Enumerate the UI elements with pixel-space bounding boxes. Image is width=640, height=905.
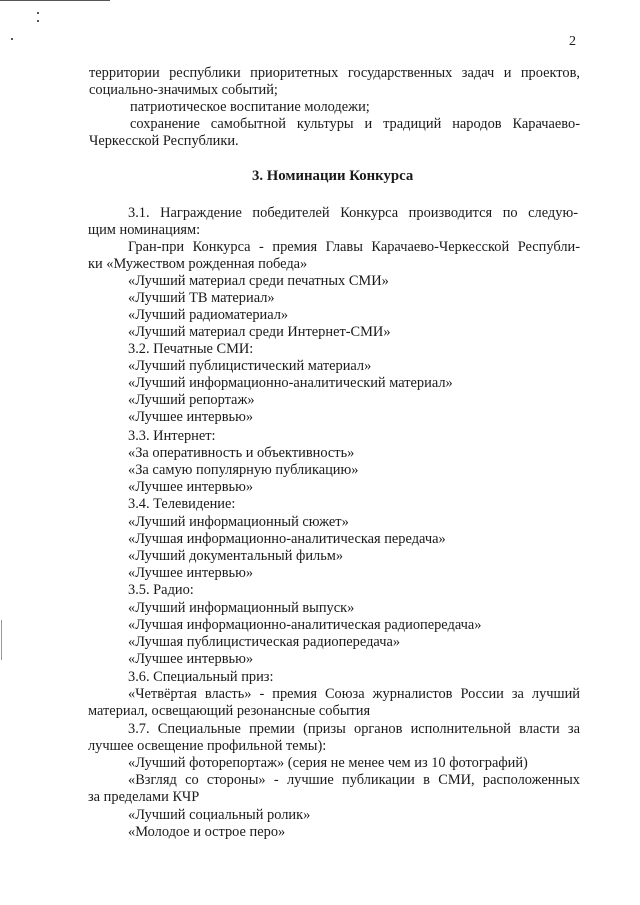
body-line: «Взгляд со стороны» - лучшие публикации в СМИ, расположенных <box>128 772 580 788</box>
body-line: ки «Мужеством рожденная победа» <box>88 256 308 272</box>
page-number: 2 <box>569 34 576 49</box>
body-line: «Лучший публицистический материал» <box>128 358 372 374</box>
body-line: 3.1. Награждение победителей Конкурса производится по следую- <box>128 205 578 221</box>
body-line: «Лучшее интервью» <box>128 409 254 425</box>
scan-artifact-dot <box>11 38 13 40</box>
body-line: «Лучший документальный фильм» <box>128 548 344 564</box>
intro-line: сохранение самобытной культуры и традиций народов Карачаево- <box>130 116 580 132</box>
intro-line: социально-значимых событий; <box>89 82 278 98</box>
body-line: лучшее освещение профильной темы): <box>88 738 327 754</box>
scan-artifact-dot <box>37 12 39 14</box>
body-line: «Лучший информационный сюжет» <box>128 514 349 530</box>
body-line: «Лучший ТВ материал» <box>128 290 275 306</box>
body-line: «Лучший информационно-аналитический материал» <box>128 375 453 391</box>
body-line: 3.6. Специальный приз: <box>128 669 274 685</box>
body-line: 3.5. Радио: <box>128 582 194 598</box>
body-line: «Лучший радиоматериал» <box>128 307 289 323</box>
intro-line: территории республики приоритетных государственных задач и проектов, <box>89 65 580 81</box>
body-line: «Лучшее интервью» <box>128 479 254 495</box>
body-line: «За оперативность и объективность» <box>128 445 355 461</box>
body-line: «Лучший материал среди печатных СМИ» <box>128 273 389 289</box>
body-line: «Молодое и острое перо» <box>128 824 286 840</box>
body-line: 3.4. Телевидение: <box>128 496 236 512</box>
body-line: «Лучший социальный ролик» <box>128 807 311 823</box>
body-line: «Лучший материал среди Интернет-СМИ» <box>128 324 391 340</box>
body-line: 3.2. Печатные СМИ: <box>128 341 254 357</box>
intro-line: Черкесской Республики. <box>89 133 239 149</box>
scan-artifact-edge <box>1 620 2 660</box>
body-line: 3.3. Интернет: <box>128 428 216 444</box>
body-line: Гран-при Конкурса - премия Главы Карачаево-Черкесской Республи- <box>128 239 580 255</box>
body-line: щим номинациям: <box>88 222 201 238</box>
body-line: «Лучший фоторепортаж» (серия не менее чем из 10 фотографий) <box>128 755 528 771</box>
body-line: материал, освещающий резонансные события <box>88 703 371 719</box>
body-line: «Лучшая информационно-аналитическая радиопередача» <box>128 617 482 633</box>
body-line: «Лучший репортаж» <box>128 392 255 408</box>
intro-line: патриотическое воспитание молодежи; <box>130 99 370 115</box>
section-heading: 3. Номинации Конкурса <box>252 168 414 184</box>
body-line: «Лучшее интервью» <box>128 565 254 581</box>
body-line: «Лучшая публицистическая радиопередача» <box>128 634 401 650</box>
scan-artifact-top-rule <box>0 0 110 1</box>
body-line: «За самую популярную публикацию» <box>128 462 359 478</box>
scan-artifact-dot <box>37 20 39 22</box>
body-line: «Четвёртая власть» - премия Союза журналистов России за лучший <box>128 686 580 702</box>
body-line: «Лучшее интервью» <box>128 651 254 667</box>
body-line: «Лучший информационный выпуск» <box>128 600 355 616</box>
body-line: «Лучшая информационно-аналитическая передача» <box>128 531 446 547</box>
body-line: 3.7. Специальные премии (призы органов исполнительной власти за <box>128 721 580 737</box>
body-line: за пределами КЧР <box>88 789 200 805</box>
